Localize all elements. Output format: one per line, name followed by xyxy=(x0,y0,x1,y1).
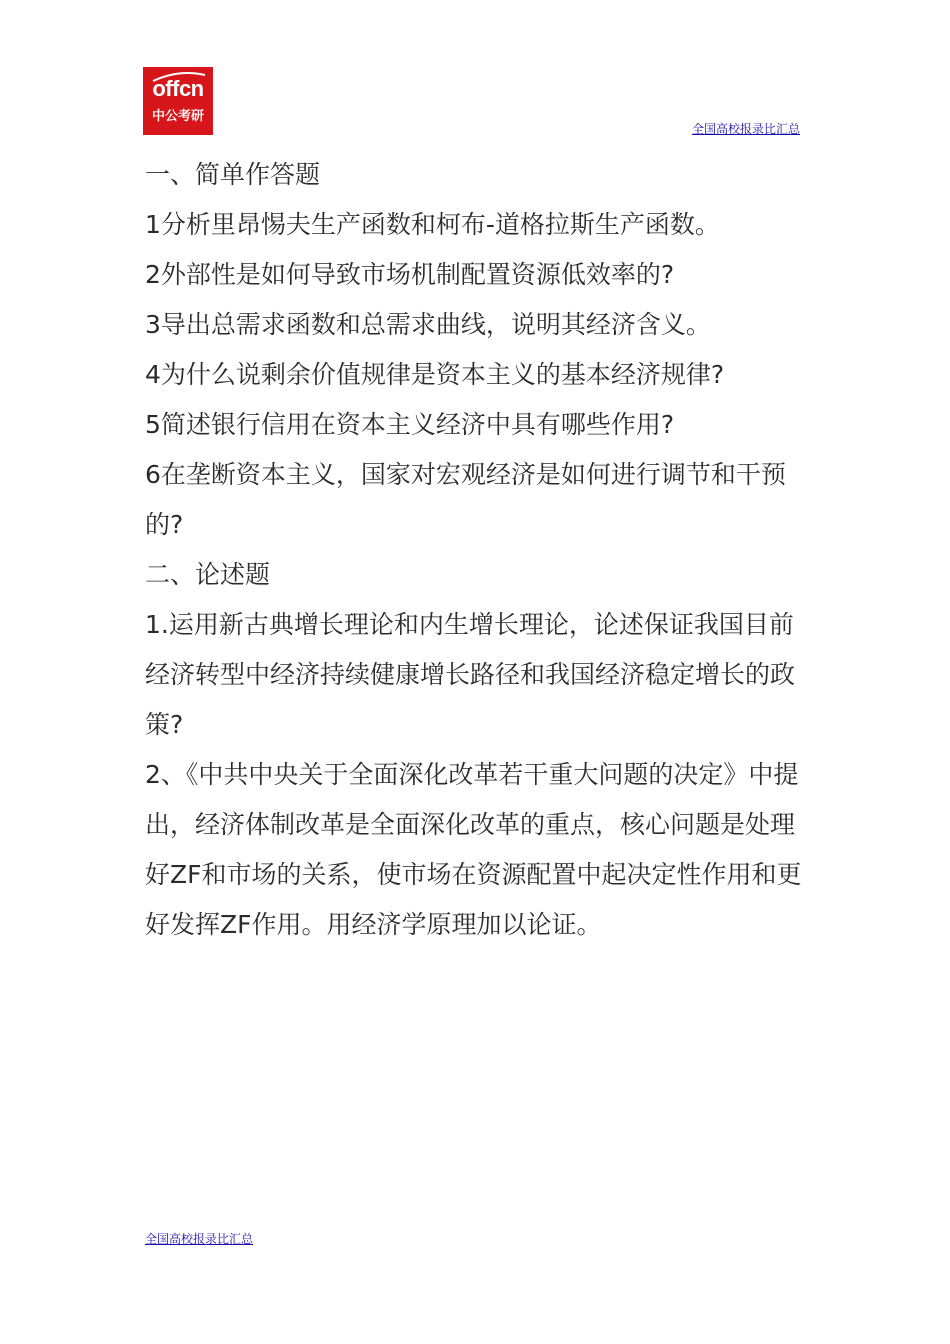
header-link[interactable]: 全国高校报录比汇总 xyxy=(691,122,800,136)
question-4: 4为什么说剩余价值规律是资本主义的基本经济规律? xyxy=(145,360,725,389)
question-1: 1分析里昂惕夫生产函数和柯布-道格拉斯生产函数。 xyxy=(145,210,720,239)
footer-link[interactable]: 全国高校报录比汇总 xyxy=(145,1232,254,1246)
question-2: 2外部性是如何导致市场机制配置资源低效率的? xyxy=(145,260,675,289)
offcn-logo xyxy=(143,67,213,135)
document-body xyxy=(145,150,810,950)
essay-question-2: 2、《中共中央关于全面深化改革若干重大问题的决定》中提出，经济体制改革是全面深化改革的重点，核心问题是处理好ZF和市场的关系，使市场在资源配置中起决定性作用和更好发挥ZF作用。用经济学原理加以论证。 xyxy=(145,760,802,939)
question-3: 3导出总需求函数和总需求曲线，说明其经济含义。 xyxy=(145,310,711,339)
section-heading-short-answer: 一、简单作答题 xyxy=(145,160,321,189)
question-5: 5简述银行信用在资本主义经济中具有哪些作用? xyxy=(145,410,675,439)
question-6: 6在垄断资本主义，国家对宏观经济是如何进行调节和干预的? xyxy=(145,460,786,539)
essay-question-1: 1.运用新古典增长理论和内生增长理论，论述保证我国目前经济转型中经济持续健康增长路径和我国经济稳定增长的政策? xyxy=(145,610,796,739)
logo-word: offcn xyxy=(152,76,204,101)
logo-subtitle: 中公考研 xyxy=(151,109,204,124)
section-heading-essay: 二、论述题 xyxy=(145,560,271,589)
